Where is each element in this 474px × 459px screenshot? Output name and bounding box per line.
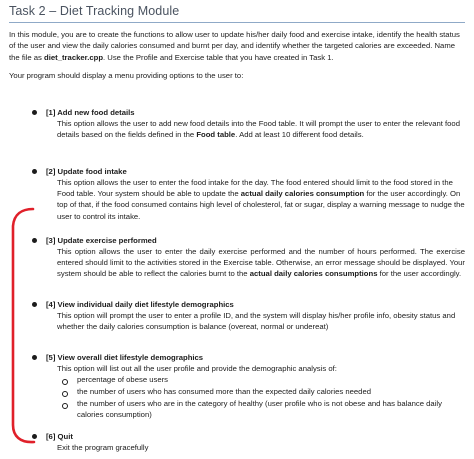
sub-bullet-icon [62, 403, 68, 409]
menu-lead-paragraph: Your program should display a menu providing options to the user to: [9, 71, 244, 81]
menu-item-description [57, 442, 465, 453]
menu-item-heading: [5] View overall diet lifestyle demographics [46, 353, 204, 362]
menu-item-heading: [6] Quit [46, 432, 73, 441]
desc-text: This option allows the user to enter the daily exercise performed and the number of hours performed. The exercise entered should limit to the activities stored in the Exercise table. Otherwise, an error message should be displayed. Your system should be able to reflect the calories burnt to the [57, 247, 465, 279]
bullet-icon [32, 238, 37, 243]
desc-text: for the user accordingly. On top of that, if the food consumed contains high level of cholesterol, fat or sugar, display a warning message to nudge the user to control its intake. [57, 189, 465, 221]
desc-text: This option allows the user to add new food details into the Food table. It will prompt the user to enter the relevant food details based on the fields defined in the [57, 119, 460, 140]
bullet-icon [32, 302, 37, 307]
bracket-stroke [13, 209, 34, 442]
desc-bold: Food table [196, 130, 236, 140]
desc-text: This option will list out all the user profile and provide the demographic analysis of: [57, 364, 337, 373]
bullet-icon [32, 169, 37, 174]
menu-item-heading: [1] Add new food details [46, 108, 135, 117]
title-underline [9, 22, 465, 23]
sub-item: the number of users who are in the category of healthy (user profile who is not obese and has balance daily calories consumption) [77, 399, 442, 420]
sub-bullet-icon [62, 391, 68, 397]
bullet-icon [32, 355, 37, 360]
intro-text-1: In this module, you are to create the functions to allow user to update his/her daily food and exercise intake, identify the health status of the user and view the daily calories consumed and burnt per day, and identify whether the targeted calories are exceeded. Name the file as [9, 30, 460, 62]
sub-bullet-icon [62, 379, 68, 385]
menu-item-description [57, 177, 465, 222]
sub-item: percentage of obese users [77, 375, 169, 384]
desc-bold: actual daily calories consumption [240, 189, 365, 199]
menu-item-heading: [3] Update exercise performed [46, 236, 157, 245]
desc-bold: actual daily calories consumptions [249, 269, 378, 279]
task-title: Task 2 – Diet Tracking Module [9, 4, 180, 18]
intro-paragraph [9, 29, 467, 63]
menu-item-description [57, 118, 465, 140]
desc-text: . Add at least 10 different food details. [235, 130, 364, 140]
intro-section [9, 29, 467, 89]
bullet-icon [32, 434, 37, 439]
menu-item-heading: [2] Update food intake [46, 167, 127, 176]
bullet-icon [32, 110, 37, 115]
intro-text-2: . Use the Profile and Exercise table that you have created in Task 1. [103, 52, 334, 62]
menu-item-description [57, 363, 465, 374]
desc-text: Exit the program gracefully [57, 443, 149, 452]
menu-item-description [57, 246, 465, 280]
desc-text: This option allows the user to enter the food intake for the day. The food entered should limit to the food stored in the Food table. Your system should be able to update the [57, 178, 453, 199]
file-name: diet_tracker.cpp [44, 52, 104, 62]
desc-text: for the user accordingly. [377, 269, 462, 279]
menu-item-heading: [4] View individual daily diet lifestyle demographics [46, 300, 234, 309]
menu-item-description [57, 310, 465, 332]
sub-item: the number of users who has consumed more than the expected daily calories needed [77, 387, 372, 396]
desc-text: This option will prompt the user to enter a profile ID, and the system will display his/her profile info, obesity status and whether the daily calories consumption is balance (overeat, normal or undereat) [57, 311, 456, 332]
